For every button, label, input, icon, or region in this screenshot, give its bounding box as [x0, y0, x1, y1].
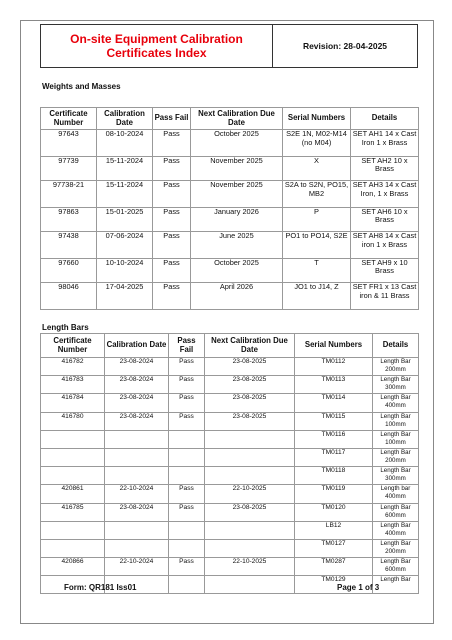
- cell-serial: TM0116: [295, 430, 373, 448]
- cell-due: 23-08-2025: [205, 358, 295, 376]
- cell-pass: Pass: [153, 258, 191, 283]
- cell-due: April 2026: [191, 283, 283, 310]
- cell-cert: 97863: [41, 207, 97, 232]
- table-row: [41, 558, 419, 576]
- cell-details: SET AH2 10 x Brass: [351, 156, 419, 181]
- cell-due: 23-08-2025: [205, 394, 295, 412]
- cell-date: 23-08-2024: [105, 394, 169, 412]
- cell-pass: Pass: [169, 485, 205, 503]
- cell-pass: [169, 448, 205, 466]
- cell-details: SET AH1 14 x Cast Iron 1 x Brass: [351, 130, 419, 157]
- cell-pass: Pass: [153, 207, 191, 232]
- cell-serial: TM0112: [295, 358, 373, 376]
- cell-details: Length Bar: [373, 576, 419, 594]
- cell-date: 08-10-2024: [97, 130, 153, 157]
- cell-date: 15-11-2024: [97, 156, 153, 181]
- table-row: [41, 430, 419, 448]
- table-row: [41, 358, 419, 376]
- cell-details: Length Bar 100mm: [373, 412, 419, 430]
- cell-serial: JO1 to J14, Z: [283, 283, 351, 310]
- cell-pass: [169, 467, 205, 485]
- title-line-1: On-site Equipment Calibration: [70, 32, 243, 46]
- cell-details: SET AH3 14 x Cast Iron, 1 x Brass: [351, 181, 419, 208]
- cell-details: Length Bar 300mm: [373, 467, 419, 485]
- col-pass-fail: Pass Fail: [153, 108, 191, 130]
- cell-details: Length Bar 600mm: [373, 558, 419, 576]
- cell-cert: 98046: [41, 283, 97, 310]
- cell-serial: TM0118: [295, 467, 373, 485]
- cell-pass: Pass: [169, 376, 205, 394]
- cell-cert: 97643: [41, 130, 97, 157]
- cell-serial: T: [283, 258, 351, 283]
- cell-due: [205, 521, 295, 539]
- cell-details: SET FR1 x 13 Cast iron & 11 Brass: [351, 283, 419, 310]
- cell-cert: [41, 430, 105, 448]
- col-pass-fail: Pass Fail: [169, 334, 205, 358]
- revision-label: Revision: 28-04-2025: [302, 41, 388, 51]
- cell-date: 22-10-2024: [105, 485, 169, 503]
- title-line-2: Certificates Index: [106, 46, 207, 60]
- table-row: [41, 181, 419, 208]
- cell-cert: 97739: [41, 156, 97, 181]
- cell-date: 22-10-2024: [105, 558, 169, 576]
- table-row: [41, 412, 419, 430]
- table-row: [41, 283, 419, 310]
- cell-pass: Pass: [169, 358, 205, 376]
- cell-cert: 97660: [41, 258, 97, 283]
- col-next-due: Next Calibration Due Date: [191, 108, 283, 130]
- cell-serial: X: [283, 156, 351, 181]
- cell-details: Length Bar 200mm: [373, 448, 419, 466]
- cell-due: January 2026: [191, 207, 283, 232]
- cell-pass: [169, 576, 205, 594]
- cell-due: October 2025: [191, 130, 283, 157]
- cell-pass: Pass: [153, 232, 191, 259]
- form-number: Form: QR181 Iss01: [64, 583, 137, 592]
- cell-due: June 2025: [191, 232, 283, 259]
- cell-date: 15-11-2024: [97, 181, 153, 208]
- page-number: Page 1 of 3: [337, 583, 380, 592]
- cell-details: SET AH9 x 10 Brass: [351, 258, 419, 283]
- cell-pass: [169, 430, 205, 448]
- cell-serial: LB12: [295, 521, 373, 539]
- weights-header-row: [41, 108, 419, 130]
- cell-cert: 420866: [41, 558, 105, 576]
- cell-due: November 2025: [191, 181, 283, 208]
- cell-cert: [41, 448, 105, 466]
- cell-date: [105, 467, 169, 485]
- cell-pass: Pass: [169, 394, 205, 412]
- cell-cert: [41, 539, 105, 557]
- cell-details: Length Bar 400mm: [373, 394, 419, 412]
- cell-cert: 97438: [41, 232, 97, 259]
- col-details: Details: [351, 108, 419, 130]
- cell-serial: TM0114: [295, 394, 373, 412]
- cell-details: Length Bar 600mm: [373, 503, 419, 521]
- cell-due: [205, 467, 295, 485]
- table-row: [41, 232, 419, 259]
- weights-section-title: Weights and Masses: [42, 82, 121, 91]
- cell-cert: 416782: [41, 358, 105, 376]
- length-section-title: Length Bars: [42, 323, 89, 332]
- cell-details: Length Bar 100mm: [373, 430, 419, 448]
- table-row: [41, 376, 419, 394]
- cell-cert: 416783: [41, 376, 105, 394]
- cell-pass: Pass: [153, 156, 191, 181]
- cell-pass: Pass: [169, 412, 205, 430]
- col-calibration-date: Calibration Date: [97, 108, 153, 130]
- cell-cert: [41, 467, 105, 485]
- document-title: [41, 25, 273, 67]
- cell-cert: [41, 521, 105, 539]
- cell-serial: P: [283, 207, 351, 232]
- cell-due: November 2025: [191, 156, 283, 181]
- cell-pass: Pass: [153, 181, 191, 208]
- cell-date: [105, 521, 169, 539]
- cell-cert: 416780: [41, 412, 105, 430]
- cell-serial: TM0129: [295, 576, 373, 594]
- table-row: [41, 485, 419, 503]
- table-row: [41, 258, 419, 283]
- cell-serial: TM0120: [295, 503, 373, 521]
- cell-details: Length Bar 400mm: [373, 521, 419, 539]
- table-row: [41, 130, 419, 157]
- cell-date: 23-08-2024: [105, 358, 169, 376]
- table-row: [41, 503, 419, 521]
- cell-serial: TM0117: [295, 448, 373, 466]
- cell-serial: PO1 to PO14, S2E: [283, 232, 351, 259]
- cell-due: 22-10-2025: [205, 485, 295, 503]
- cell-serial: TM0115: [295, 412, 373, 430]
- table-row: [41, 156, 419, 181]
- cell-details: Length Bar 200mm: [373, 358, 419, 376]
- table-row: [41, 539, 419, 557]
- table-row: [41, 394, 419, 412]
- cell-pass: Pass: [169, 558, 205, 576]
- table-row: [41, 448, 419, 466]
- cell-date: 10-10-2024: [97, 258, 153, 283]
- cell-date: 23-08-2024: [105, 376, 169, 394]
- cell-serial: TM0127: [295, 539, 373, 557]
- length-table: [40, 333, 419, 594]
- cell-cert: 416785: [41, 503, 105, 521]
- cell-date: 07-06-2024: [97, 232, 153, 259]
- col-calibration-date: Calibration Date: [105, 334, 169, 358]
- cell-due: 23-08-2025: [205, 412, 295, 430]
- cell-serial: TM0119: [295, 485, 373, 503]
- cell-details: Length Bar 300mm: [373, 376, 419, 394]
- cell-serial: TM0287: [295, 558, 373, 576]
- cell-serial: S2A to S2N, PO15, MB2: [283, 181, 351, 208]
- table-row: [41, 521, 419, 539]
- col-next-due: Next Calibration Due Date: [205, 334, 295, 358]
- col-serial: Serial Numbers: [283, 108, 351, 130]
- cell-due: [205, 539, 295, 557]
- cell-cert: 416784: [41, 394, 105, 412]
- cell-date: 23-08-2024: [105, 412, 169, 430]
- cell-date: 17-04-2025: [97, 283, 153, 310]
- cell-pass: Pass: [153, 283, 191, 310]
- cell-date: 23-08-2024: [105, 503, 169, 521]
- col-certificate: Certificate Number: [41, 108, 97, 130]
- cell-due: 23-08-2025: [205, 503, 295, 521]
- length-header-row: [41, 334, 419, 358]
- cell-due: [205, 448, 295, 466]
- cell-due: October 2025: [191, 258, 283, 283]
- document-header: [40, 24, 418, 68]
- cell-due: 23-08-2025: [205, 376, 295, 394]
- col-details: Details: [373, 334, 419, 358]
- cell-pass: [169, 521, 205, 539]
- cell-due: 22-10-2025: [205, 558, 295, 576]
- cell-details: SET AH8 14 x Cast iron 1 x Brass: [351, 232, 419, 259]
- cell-serial: S2E 1N, M02-M14 (no M04): [283, 130, 351, 157]
- cell-date: 15-01-2025: [97, 207, 153, 232]
- cell-pass: [169, 539, 205, 557]
- cell-due: [205, 576, 295, 594]
- cell-pass: Pass: [153, 130, 191, 157]
- cell-date: [105, 539, 169, 557]
- cell-cert: 420861: [41, 485, 105, 503]
- col-certificate: Certificate Number: [41, 334, 105, 358]
- cell-date: [105, 448, 169, 466]
- weights-table: [40, 107, 419, 310]
- cell-cert: 97738-21: [41, 181, 97, 208]
- cell-details: Length Bar 200mm: [373, 539, 419, 557]
- cell-serial: TM0113: [295, 376, 373, 394]
- cell-details: Length bar 400mm: [373, 485, 419, 503]
- cell-date: [105, 430, 169, 448]
- cell-due: [205, 430, 295, 448]
- cell-pass: Pass: [169, 503, 205, 521]
- col-serial: Serial Numbers: [295, 334, 373, 358]
- table-row: [41, 467, 419, 485]
- table-row: [41, 207, 419, 232]
- cell-details: SET AH6 10 x Brass: [351, 207, 419, 232]
